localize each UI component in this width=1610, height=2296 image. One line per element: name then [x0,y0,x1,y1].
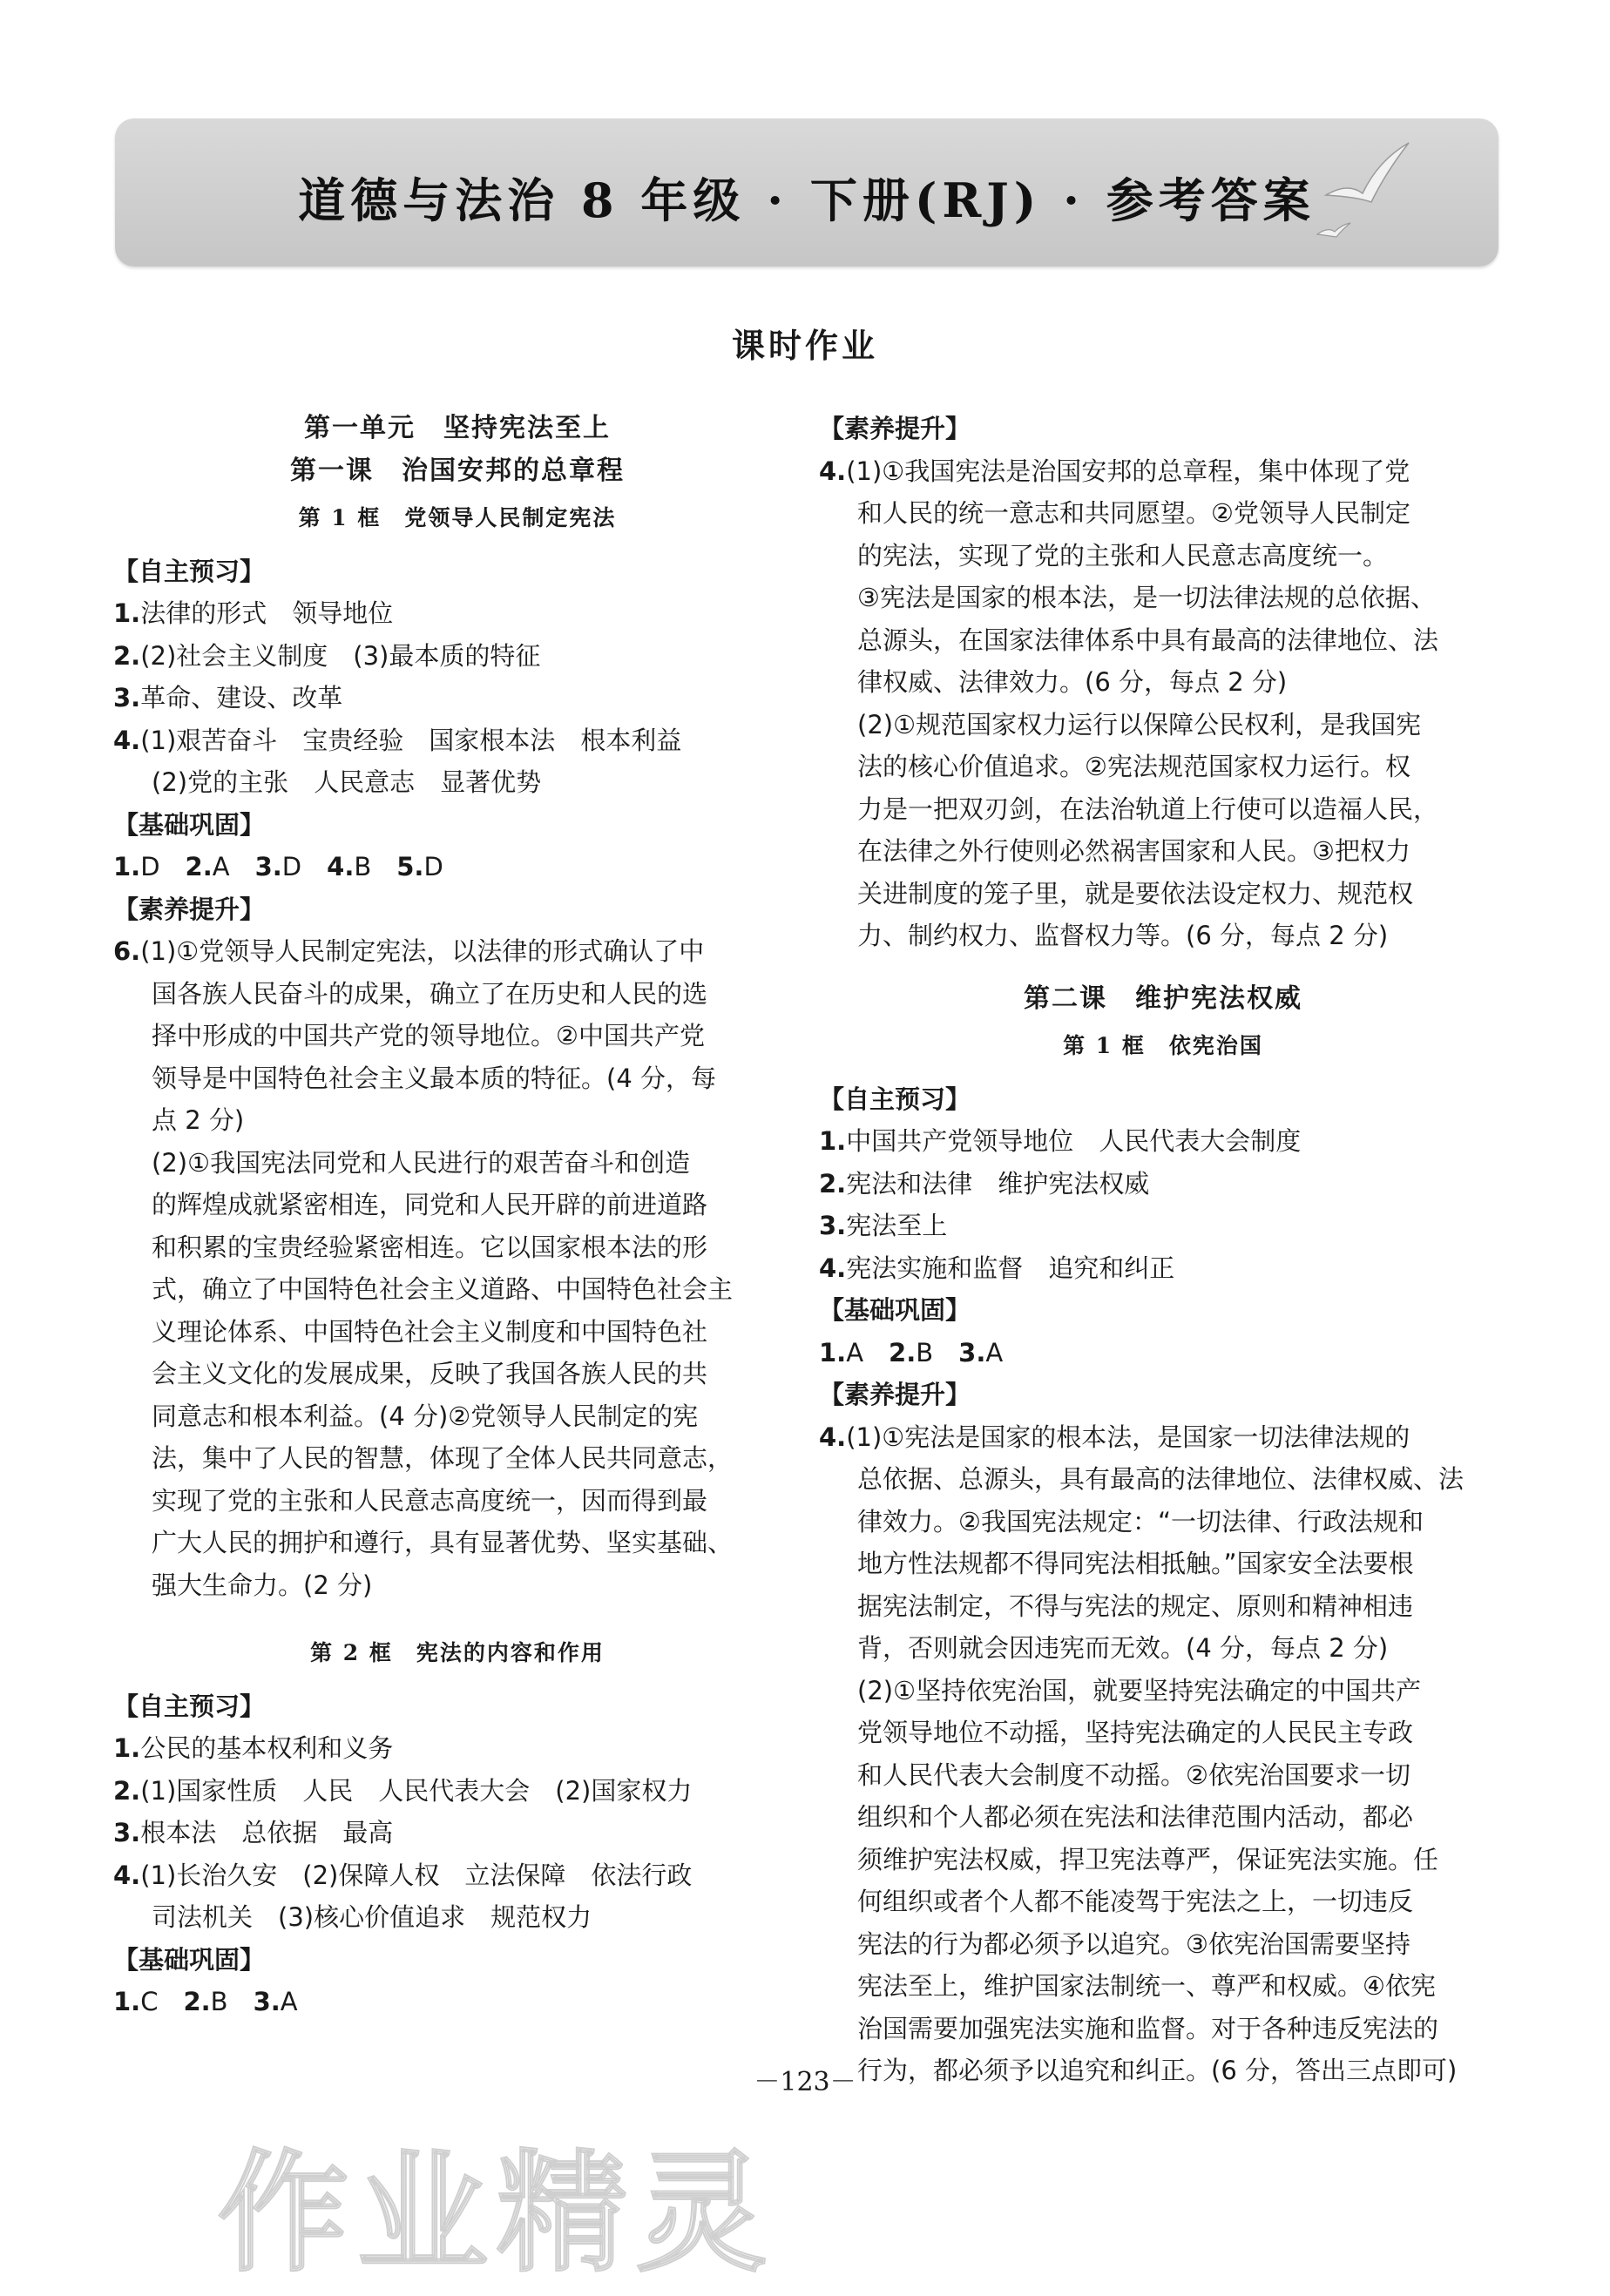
answer-text: (1)①党领导人民制定宪法，以法律的形式确认了中 [140,936,705,966]
choice-answer: D [423,852,443,881]
answer-line: 何组织或者个人都不能凌驾于宪法之上，一切违反 [857,1887,1414,1916]
answer-line: 义理论体系、中国特色社会主义制度和中国特色社 [152,1316,708,1347]
answer-line: 国各族人民奋斗的成果，确立了在历史和人民的选 [152,978,708,1009]
question-number: 1. [113,852,141,881]
answer-item [819,1416,1507,1459]
question-number: 2. [819,1168,847,1199]
page-number: －123－ [754,2067,856,2097]
answer-text: (1)①我国宪法是治国安邦的总章程，集中体现了党 [846,456,1410,486]
answer-item [819,1205,1507,1247]
spacer [113,1606,802,1627]
choice-answers [819,1332,1507,1374]
answer-line: 总源头，在国家法律体系中具有最高的法律地位、法 [857,625,1439,655]
answer-text: (1)艰苦奋斗 宝贵经验 国家根本法 根本利益 [140,725,682,755]
document-title: 道德与法治 8 年级 · 下册(RJ) · 参考答案 [298,172,1316,228]
answer-line: 广大人民的拥护和遵行，具有显著优势、坚实基础、 [152,1528,734,1557]
choice-answer: B [210,1987,254,2016]
answer-item [819,450,1507,493]
title-banner [115,118,1498,267]
question-number: 1. [113,1733,141,1763]
question-number: 3. [254,852,282,881]
part-heading: 【自主预习】 [819,1084,971,1114]
answer-line: 强大生命力。(2 分) [152,1570,373,1600]
choice-answers [113,846,802,888]
question-number: 1. [113,1987,141,2016]
seagull-icon [1309,134,1422,247]
answer-line: 律权威、法律效力。(6 分，每点 2 分) [857,667,1288,697]
part-heading: 【素养提升】 [819,414,971,443]
lesson-heading: 第 1 框 党领导人民制定宪法 [298,505,617,530]
answer-line: 治国需要加强宪法实施和监督。对于各种违反宪法的 [857,2013,1439,2043]
choice-answer: A [846,1337,890,1367]
answer-text: (1)长治久安 (2)保障人权 立法保障 依法行政 [140,1860,693,1890]
spacer [819,957,1507,978]
question-number: 2. [185,852,213,881]
answer-item [113,1727,802,1770]
question-number: 1. [113,598,141,628]
part-heading: 【自主预习】 [113,1691,266,1721]
choice-answer: B [354,852,397,881]
answer-line: ③宪法是国家的根本法，是一切法律法规的总依据、 [857,583,1436,612]
answer-line: 择中形成的中国共产党的领导地位。②中国共产党 [152,1021,705,1050]
answer-item [113,635,802,678]
answer-line: 法的核心价值追求。②宪法规范国家权力运行。权 [857,752,1410,781]
right-column [819,408,1507,2092]
left-column [113,408,802,2023]
answer-line: 力、制约权力、监督权力等。(6 分，每点 2 分) [857,921,1389,950]
answer-line: 背，否则就会因违宪而无效。(4 分，每点 2 分) [857,1633,1389,1663]
answer-item [113,677,802,719]
question-number: 1. [819,1126,847,1156]
answer-line: 会主义文化的发展成果，反映了我国各族人民的共 [152,1359,708,1388]
question-number: 2. [183,1987,211,2016]
answer-line: 组织和个人都必须在宪法和法律范围内活动，都必 [857,1802,1414,1832]
answer-text: 宪法至上 [846,1211,948,1240]
answer-text: 公民的基本权利和义务 [140,1733,394,1763]
choice-answer: A [212,852,255,881]
answer-line: 同意志和根本利益。(4 分)②党领导人民制定的宪 [152,1401,699,1431]
question-number: 4. [819,456,847,486]
answer-line: 的辉煌成就紧密相连，同党和人民开辟的前进道路 [152,1190,708,1219]
answer-line: 在法律之外行使则必然祸害国家和人民。③把权力 [857,836,1410,866]
part-heading: 【素养提升】 [819,1380,971,1409]
question-number: 2. [113,1775,141,1806]
question-number: 4. [113,725,141,755]
watermark: 作业精灵 [218,2138,776,2290]
answer-item [819,1120,1507,1163]
answer-text: (1)国家性质 人民 人民代表大会 (2)国家权力 [140,1775,693,1806]
answer-line: 法，集中了人民的智慧，体现了全体人民共同意志， [152,1443,734,1473]
question-number: 1. [819,1337,847,1367]
answer-item [113,930,802,973]
answer-text: 宪法实施和监督 追究和纠正 [846,1253,1175,1283]
answer-text: 宪法和法律 维护宪法权威 [846,1168,1150,1199]
part-heading: 【基础巩固】 [113,1944,266,1975]
choice-answer: D [140,852,186,881]
answer-text: 根本法 总依据 最高 [140,1818,394,1847]
answer-line: (2)①规范国家权力运行以保障公民权利，是我国宪 [857,709,1422,739]
answer-line: 党领导地位不动摇，坚持宪法确定的人民民主专政 [857,1718,1414,1747]
answer-line: 总依据、总源头，具有最高的法律地位、法律权威、法 [857,1464,1465,1494]
lesson-heading: 第 2 框 宪法的内容和作用 [310,1640,605,1665]
answer-item [113,592,802,635]
part-heading: 【基础巩固】 [819,1295,971,1325]
question-number: 3. [819,1211,847,1240]
question-number: 6. [113,936,141,966]
answer-item [819,1163,1507,1205]
question-number: 4. [819,1421,847,1452]
section-title: 课时作业 [731,327,878,365]
answer-line: 关进制度的笼子里，就是要依法设定权力、规范权 [857,878,1414,908]
answer-item [819,1247,1507,1290]
answer-item [113,1770,802,1813]
answer-text: 革命、建设、改革 [140,683,343,712]
question-number: 3. [253,1987,281,2016]
answer-item [113,1812,802,1854]
question-number: 4. [819,1253,847,1283]
choice-answer: D [281,852,328,881]
unit-heading: 第二课 维护宪法权威 [1024,983,1302,1014]
answer-text: (2)社会主义制度 (3)最本质的特征 [140,640,541,671]
question-number: 4. [113,1860,141,1890]
answer-text: 中国共产党领导地位 人民代表大会制度 [846,1126,1302,1156]
answer-line: 律效力。②我国宪法规定：“一切法律、行政法规和 [857,1506,1424,1536]
answer-line: 和积累的宝贵经验紧密相连。它以国家根本法的形 [152,1232,708,1262]
answer-line: 式，确立了中国特色社会主义道路、中国特色社会主 [152,1274,734,1304]
unit-heading: 第一单元 坚持宪法至上 [304,413,611,443]
answer-line: 点 2 分) [152,1105,245,1135]
answer-line: 地方性法规都不得同宪法相抵触。”国家安全法要根 [857,1549,1414,1578]
question-number: 2. [889,1337,917,1367]
answer-item [113,1854,802,1897]
answer-line: 须维护宪法权威，捍卫宪法尊严，保证宪法实施。任 [857,1844,1439,1874]
answer-text: (1)①宪法是国家的根本法，是国家一切法律法规的 [846,1421,1410,1452]
lesson-heading: 第 1 框 依宪治国 [1063,1033,1263,1058]
answer-line: 司法机关 (3)核心价值追求 规范权力 [152,1902,592,1932]
choice-answer: A [985,1337,1004,1367]
question-number: 4. [327,852,355,881]
answer-line: (2)①我国宪法同党和人民进行的艰苦奋斗和创造 [152,1147,691,1178]
part-heading: 【素养提升】 [113,894,266,924]
choice-answers [113,1981,802,2023]
question-number: 3. [113,683,141,712]
answer-text: 法律的形式 领导地位 [140,598,394,628]
answer-line: 据宪法制定，不得与宪法的规定、原则和精神相违 [857,1590,1414,1621]
answer-line: 行为，都必须予以追究和纠正。(6 分，答出三点即可) [857,2056,1458,2085]
answer-line: 力是一把双刃剑，在法治轨道上行使可以造福人民， [857,793,1439,824]
question-number: 5. [396,852,424,881]
choice-answer: A [280,1987,298,2016]
answer-line: (2)党的主张 人民意志 显著优势 [152,767,542,797]
answer-line: (2)①坚持依宪治国，就要坚持宪法确定的中国共产 [857,1675,1422,1705]
question-number: 3. [958,1337,986,1367]
choice-answer: C [140,1987,184,2016]
part-heading: 【自主预习】 [113,556,266,586]
answer-line: 的宪法，实现了党的主张和人民意志高度统一。 [857,540,1389,571]
question-number: 3. [113,1818,141,1847]
answer-line: 和人民的统一意志和共同愿望。②党领导人民制定 [857,498,1410,528]
question-number: 2. [113,640,141,671]
part-heading: 【基础巩固】 [113,809,266,840]
choice-answer: B [916,1337,959,1367]
answer-line: 宪法的行为都必须予以追究。③依宪治国需要坚持 [857,1928,1410,1959]
answer-line: 实现了党的主张和人民意志高度统一，因而得到最 [152,1485,708,1516]
answer-line: 和人民代表大会制度不动摇。②依宪治国要求一切 [857,1759,1410,1790]
answer-line: 宪法至上，维护国家法制统一、尊严和权威。④依宪 [857,1971,1436,2001]
unit-heading: 第一课 治国安邦的总章程 [290,455,625,486]
answer-item [113,719,802,762]
answer-line: 领导是中国特色社会主义最本质的特征。(4 分，每 [152,1063,716,1093]
